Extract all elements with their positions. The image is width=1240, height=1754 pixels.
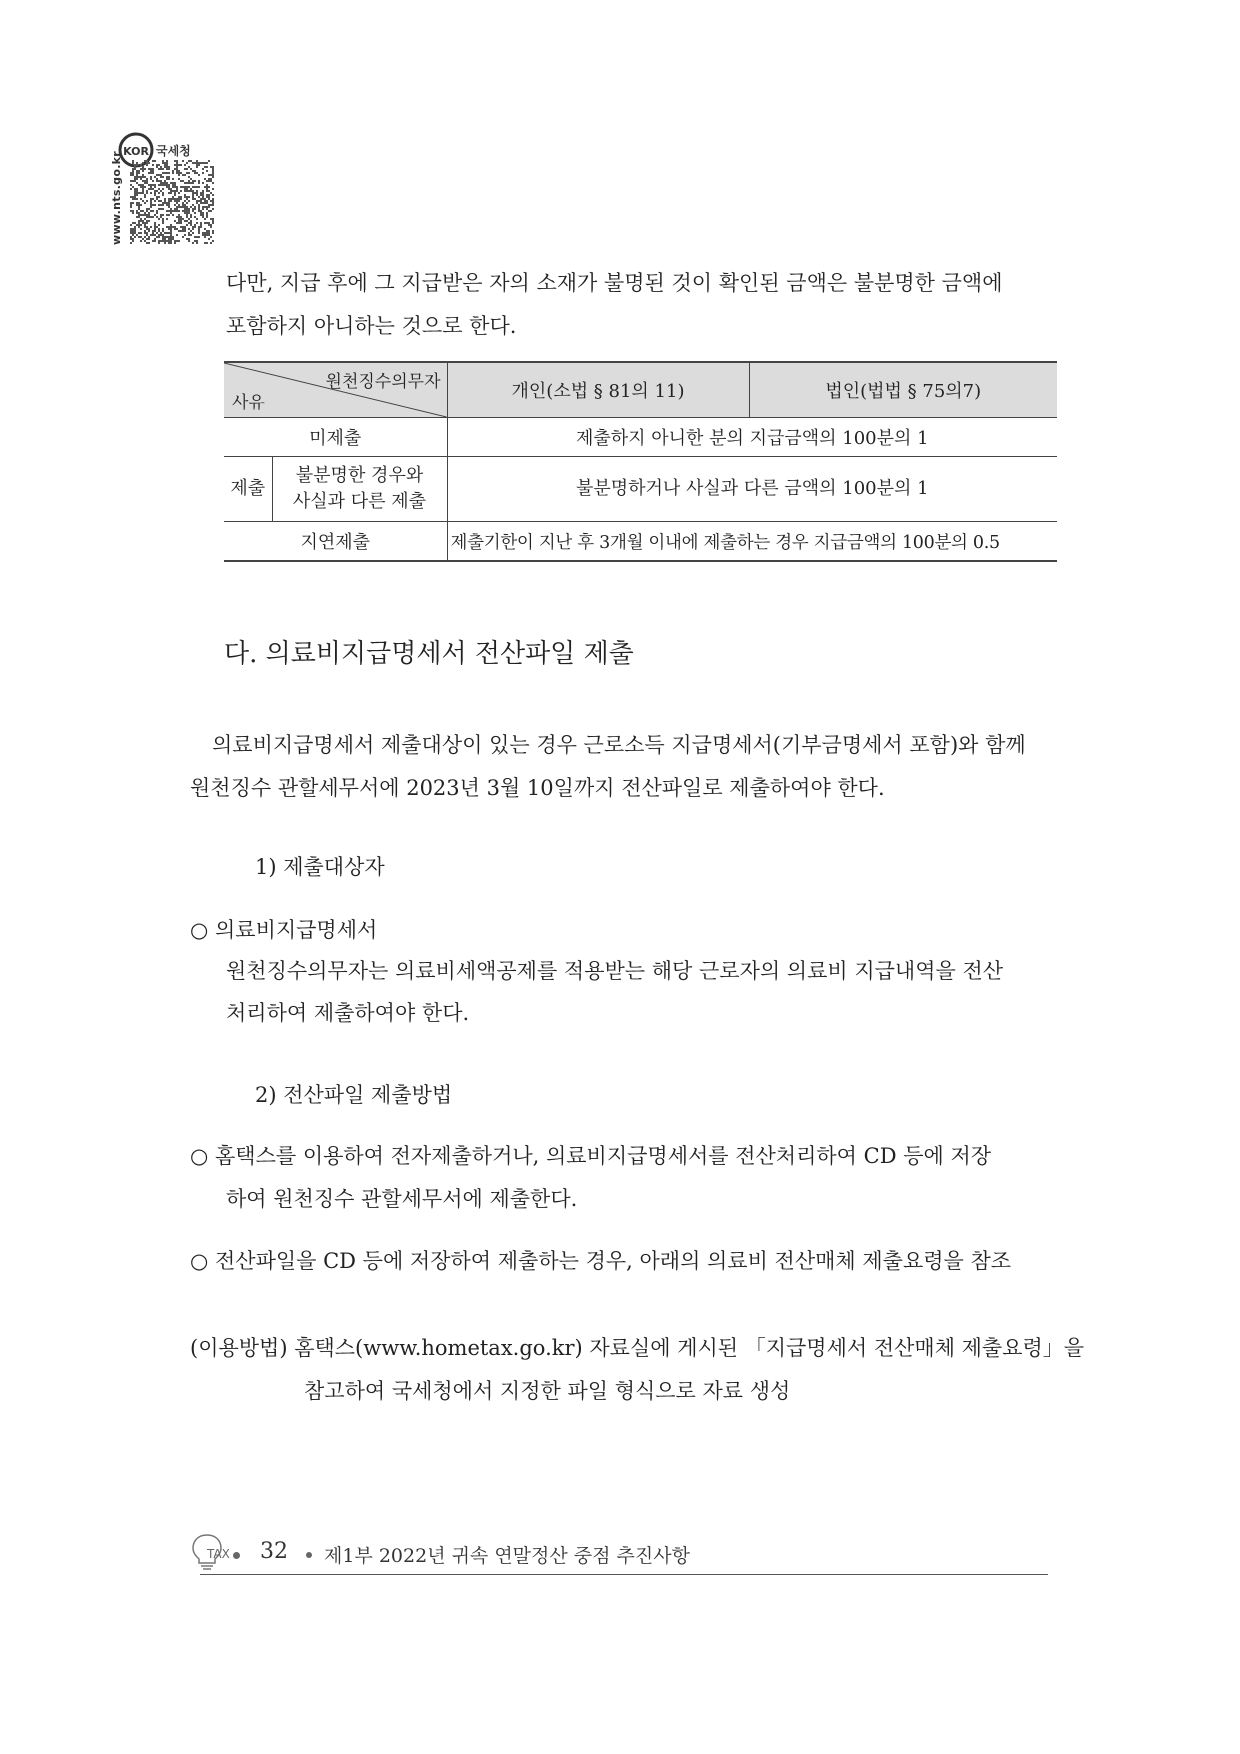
usage-line-2: 참고하여 국세청에서 지정한 파일 형식으로 자료 생성 xyxy=(304,1379,791,1403)
table-header-row xyxy=(224,362,1057,418)
row-label: 지연제출 xyxy=(224,522,447,562)
bullet-1-line-2: 처리하여 제출하여야 한다. xyxy=(226,1001,470,1025)
bullet-3-line-1: ○ 전산파일을 CD 등에 저장하여 제출하는 경우, 아래의 의료비 전산매체 제출요령을 참조 xyxy=(190,1249,1012,1273)
kor-badge-text: KOR xyxy=(123,145,149,158)
agency-name: 국세청 xyxy=(156,144,191,158)
intro-line-1: 다만, 지급 후에 그 지급받은 자의 소재가 불명된 것이 확인된 금액은 불분명한 금액에 xyxy=(226,271,1003,295)
footer-rule xyxy=(200,1574,1048,1575)
row-label-line-2: 사실과 다른 제출 xyxy=(292,491,427,512)
row-label: 미제출 xyxy=(224,418,447,457)
footer-separator-icon xyxy=(306,1552,312,1558)
bullet-1-head: ○ 의료비지급명세서 xyxy=(190,918,378,942)
header-corporate: 법인(법법 § 75의7) xyxy=(749,362,1057,418)
row-value: 제출하지 아니한 분의 지급금액의 100분의 1 xyxy=(447,418,1057,457)
footer-tax-label: TAX xyxy=(207,1547,230,1561)
page-number: 32 xyxy=(260,1539,288,1564)
row-label-line-1: 불분명한 경우와 xyxy=(295,465,424,486)
header-withholder: 원천징수의무자 xyxy=(325,372,441,392)
header-reason: 사유 xyxy=(232,393,265,413)
bullet-2-line-2: 하여 원천징수 관할세무서에 제출한다. xyxy=(226,1187,578,1211)
diagonal-header-cell xyxy=(224,362,447,418)
section-heading: 다. 의료비지급명세서 전산파일 제출 xyxy=(224,639,634,669)
penalty-table xyxy=(224,361,1057,562)
qr-code-icon xyxy=(130,160,214,244)
site-url-text: www.nts.go.kr xyxy=(110,150,123,245)
footer-bullet-icon xyxy=(233,1552,240,1559)
section-para-line-1: 의료비지급명세서 제출대상이 있는 경우 근로소득 지급명세서(기부금명세서 포함)와 함께 xyxy=(212,733,1026,757)
subheading-1: 1) 제출대상자 xyxy=(255,855,385,879)
intro-line-2: 포함하지 아니하는 것으로 한다. xyxy=(226,314,517,338)
subheading-2: 2) 전산파일 제출방법 xyxy=(255,1083,453,1107)
usage-line-1: (이용방법) 홈택스(www.hometax.go.kr) 자료실에 게시된 「지급명세서 전산매체 제출요령」을 xyxy=(190,1336,1085,1360)
row-group-label: 제출 xyxy=(224,457,272,522)
row-label xyxy=(272,457,447,522)
section-para-line-2: 원천징수 관할세무서에 2023년 3월 10일까지 전산파일로 제출하여야 한다. xyxy=(190,776,885,800)
bullet-1-line-1: 원천징수의무자는 의료비세액공제를 적용받는 해당 근로자의 의료비 지급내역을 전산 xyxy=(226,959,1004,983)
bullet-2-line-1: ○ 홈택스를 이용하여 전자제출하거나, 의료비지급명세서를 전산처리하여 CD 등에 저장 xyxy=(190,1144,992,1168)
row-value: 불분명하거나 사실과 다른 금액의 100분의 1 xyxy=(447,457,1057,522)
row-value: 제출기한이 지난 후 3개월 이내에 제출하는 경우 지급금액의 100분의 0.5 xyxy=(447,522,1057,562)
header-individual: 개인(소법 § 81의 11) xyxy=(447,362,749,418)
table-row xyxy=(224,457,1057,522)
table-row xyxy=(224,522,1057,562)
footer-title: 제1부 2022년 귀속 연말정산 중점 추진사항 xyxy=(324,1545,690,1567)
table-row xyxy=(224,418,1057,457)
